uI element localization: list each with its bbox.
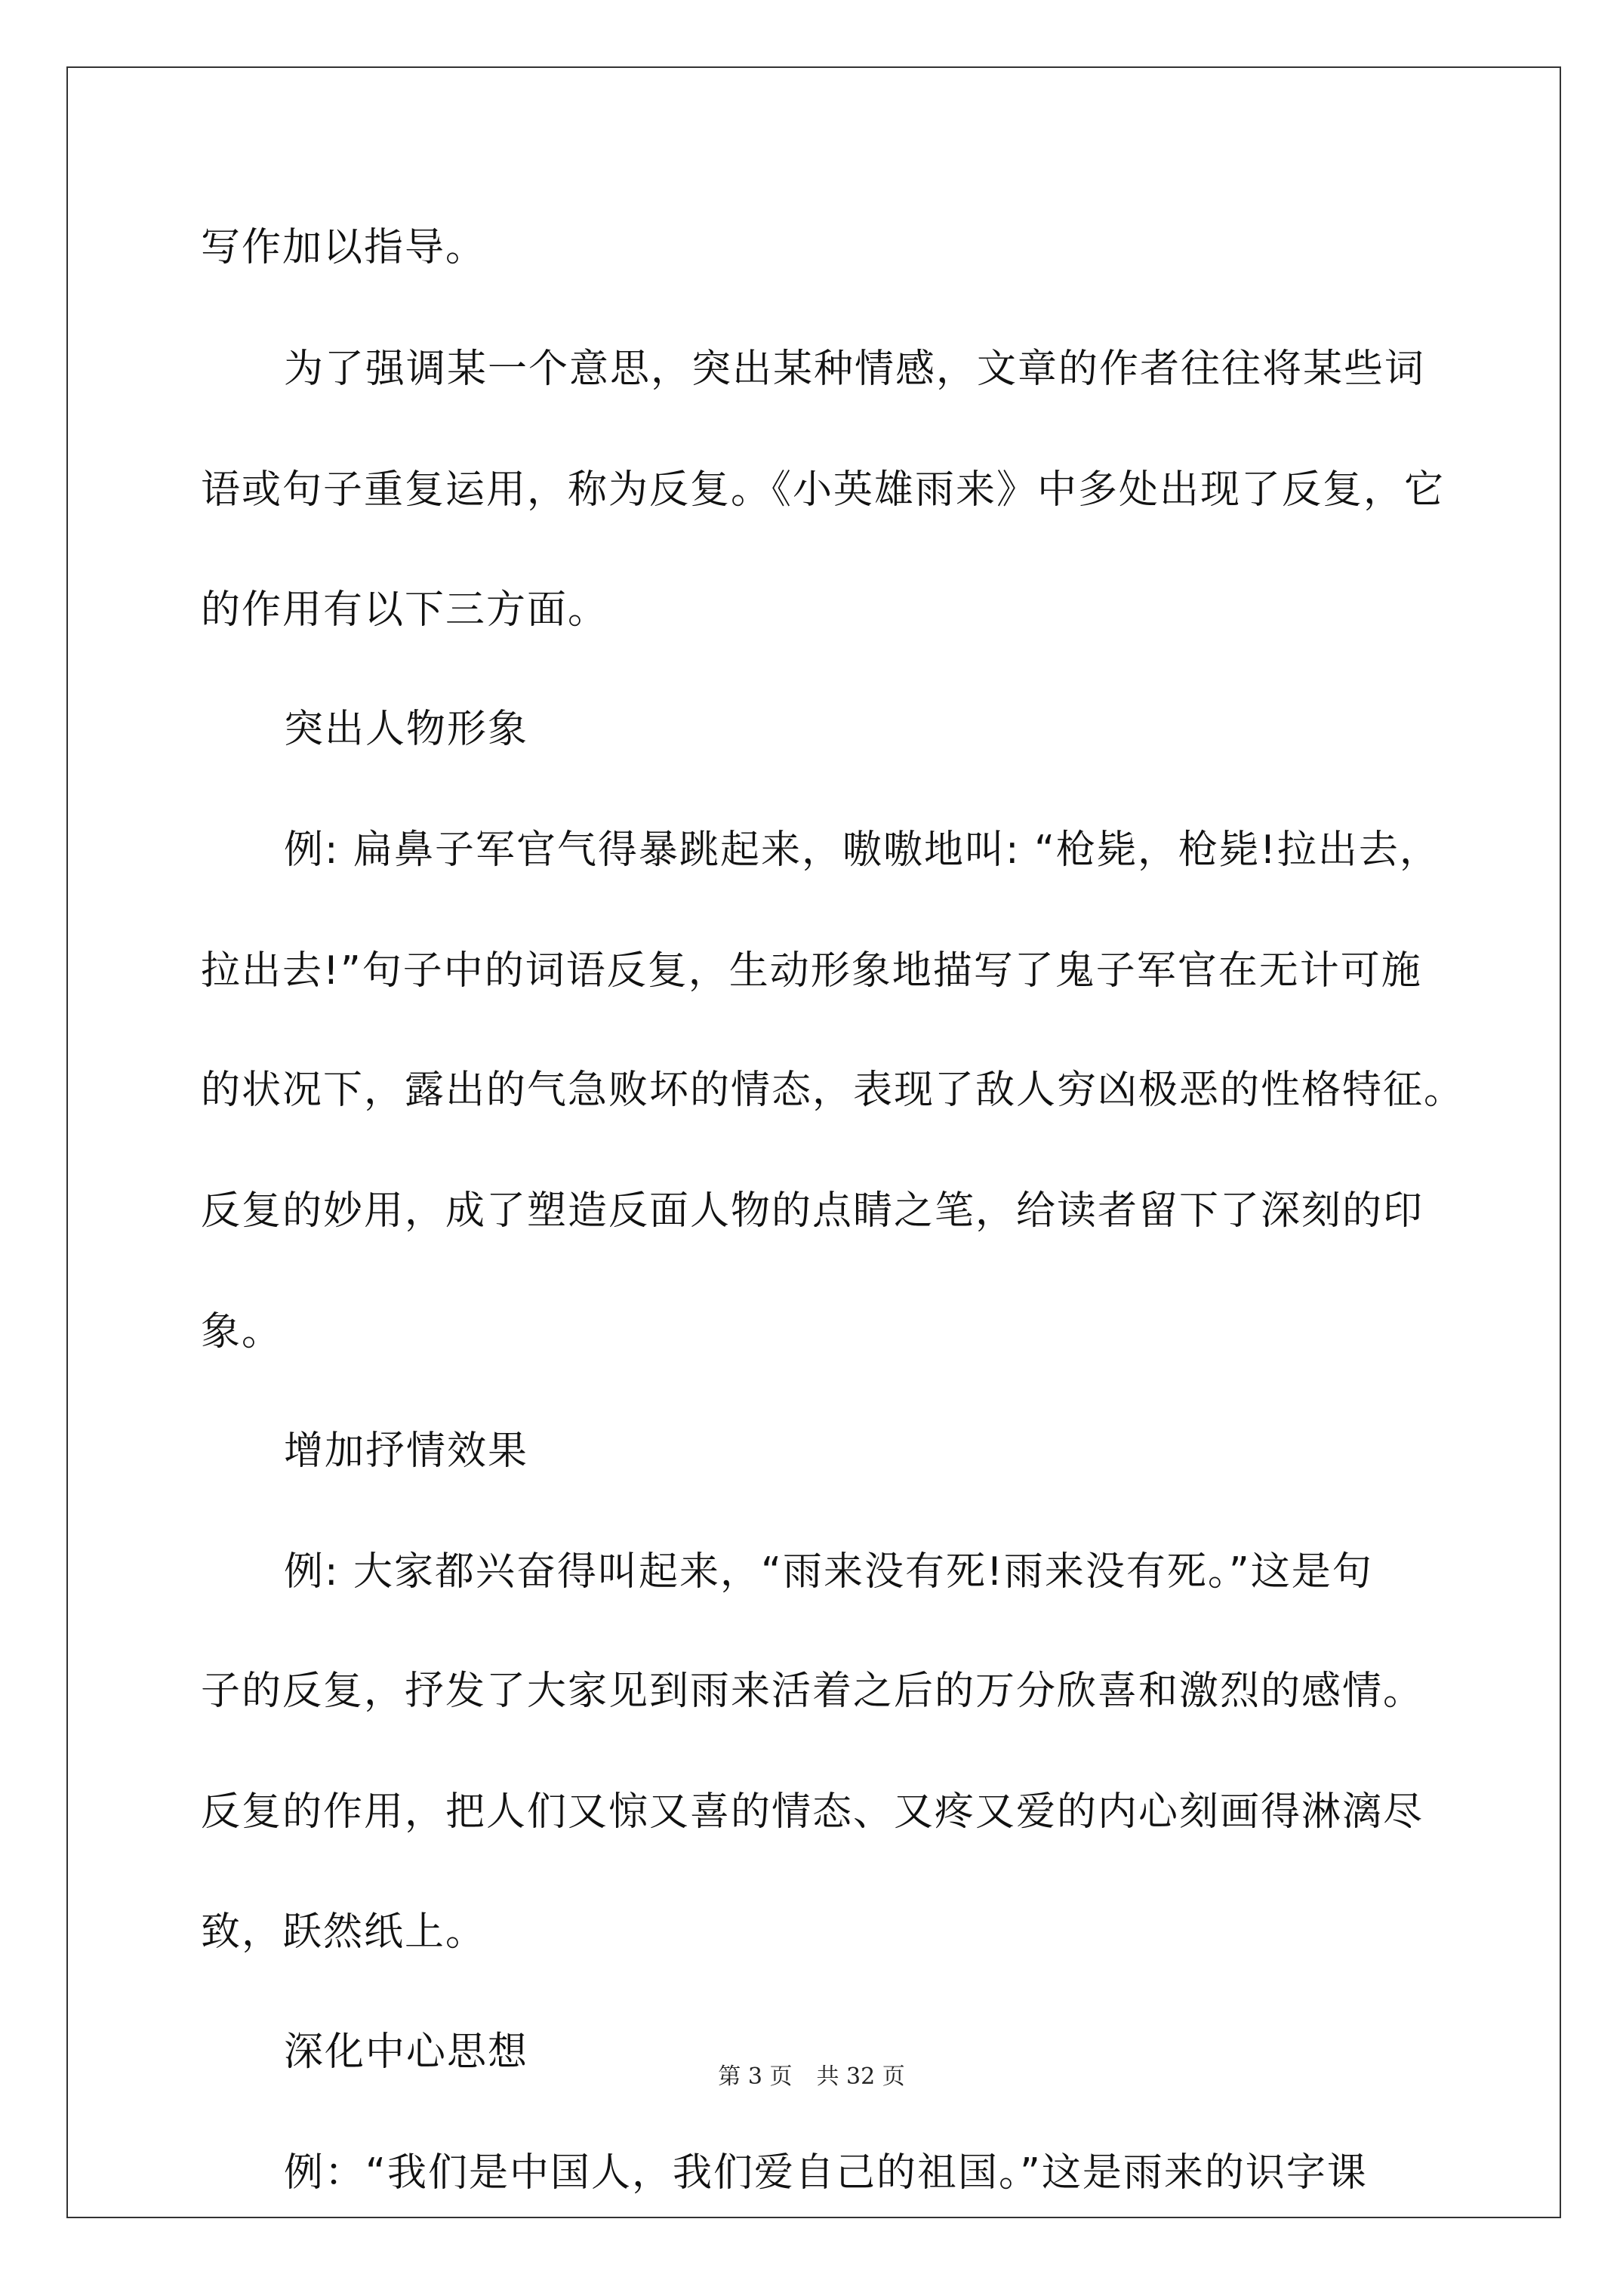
paragraph-line: 致，跃然纸上。 [201, 1909, 487, 1955]
paragraph-line: 子的反复，抒发了大家见到雨来活着之后的万分欣喜和激烈的感情。 [201, 1669, 1424, 1714]
page-total: 共 32 页 [816, 2063, 905, 2090]
paragraph-line: 语或句子重复运用，称为反复。《小英雄雨来》中多处出现了反复，它 [201, 467, 1446, 513]
paragraph-line: 反复的作用，把人们又惊又喜的情态、又疼又爱的内心刻画得淋漓尽 [201, 1789, 1424, 1835]
section-heading: 突出人物形象 [284, 707, 529, 752]
paragraph-line: 反复的妙用，成了塑造反面人物的点睛之笔，给读者留下了深刻的印 [201, 1188, 1424, 1234]
page-frame [66, 66, 1561, 2218]
document-body [68, 68, 1560, 2217]
paragraph-line: 例: 扁鼻子军官气得暴跳起来，嗷嗷地叫: “枪毙，枪毙!拉出去， [284, 827, 1440, 873]
section-heading: 增加抒情效果 [284, 1428, 529, 1474]
paragraph-line: 为了强调某一个意思，突出某种情感，文章的作者往往将某些词 [284, 347, 1426, 392]
paragraph-line: 例: 大家都兴奋得叫起来，“雨来没有死!雨来没有死。”这是句 [284, 1549, 1373, 1595]
paragraph-line: 的作用有以下三方面。 [201, 587, 609, 633]
paragraph-line: 象。 [201, 1309, 283, 1354]
paragraph-line: 写作加以指导。 [201, 225, 487, 270]
paragraph-line: 拉出去!”句子中的词语反复，生动形象地描写了鬼子军官在无计可施 [201, 948, 1422, 994]
paragraph-line: 的状况下，露出的气急败坏的情态，表现了敌人穷凶极恶的性格特征。 [201, 1068, 1465, 1113]
page-footer [0, 2063, 1623, 2090]
paragraph-line: 例：“我们是中国人，我们爱自己的祖国。”这是雨来的识字课 [284, 2150, 1368, 2196]
page-number: 第 3 页 [718, 2063, 793, 2090]
section-heading: 深化中心思想 [284, 2029, 529, 2075]
